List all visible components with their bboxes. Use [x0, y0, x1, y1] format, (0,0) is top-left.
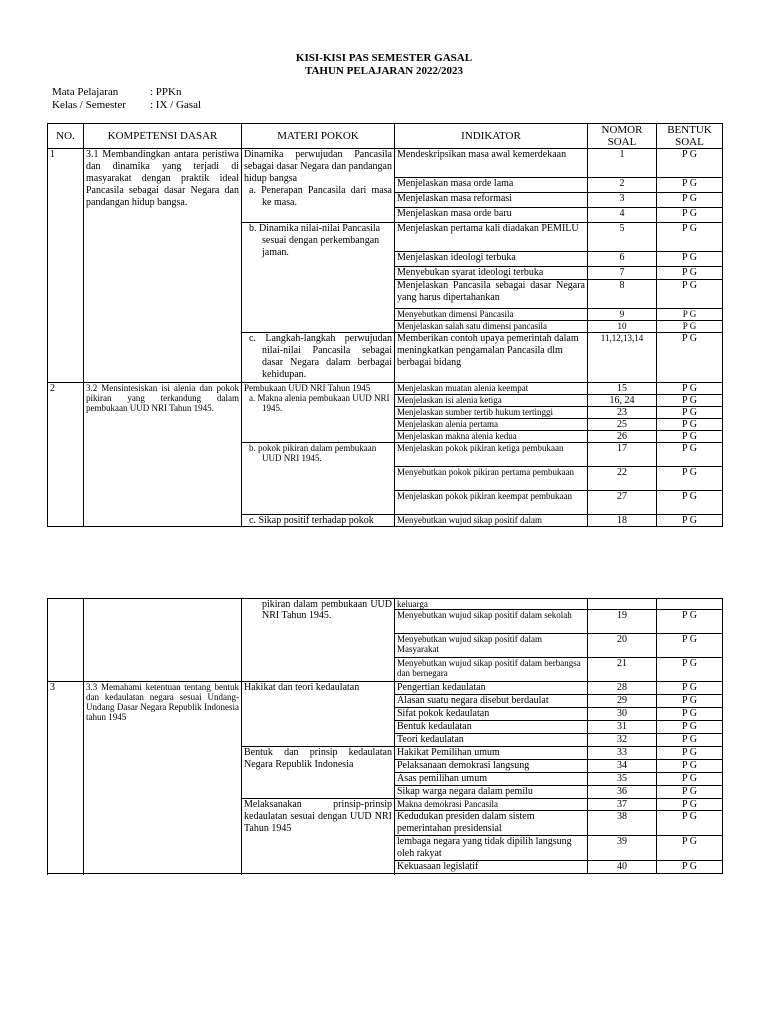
bentuk-soal-cell: P G [657, 193, 723, 208]
bentuk-soal-cell: P G [657, 721, 723, 734]
nomor-soal-cell: 34 [588, 760, 657, 773]
bentuk-soal-cell: P G [657, 267, 723, 280]
bentuk-soal-cell: P G [657, 431, 723, 443]
indikator-cell: Menjelaskan pokok pikiran keempat pembukaan [395, 491, 588, 515]
table-header-row [48, 124, 723, 149]
materi-text: Pembukaan UUD NRI Tahun 1945 [244, 383, 371, 393]
row-materi-pokok [242, 223, 395, 333]
materi-text: c. Langkah-langkah perwujudan nilai-nilai Pancasila sebagai dasar Negara dalam berbagai kehidupan. [249, 333, 392, 380]
bentuk-soal-cell: P G [657, 467, 723, 491]
nomor-soal-cell: 22 [588, 467, 657, 491]
bentuk-soal-cell: P G [657, 333, 723, 383]
indikator-cell: Pengertian kedaulatan [395, 682, 588, 695]
nomor-soal-cell: 7 [588, 267, 657, 280]
nomor-soal-cell: 25 [588, 419, 657, 431]
nomor-soal-cell: 1 [588, 149, 657, 178]
bentuk-soal-cell [657, 599, 723, 610]
nomor-soal-cell: 9 [588, 309, 657, 321]
indikator-cell: Menjelaskan pertama kali diadakan PEMILU [395, 223, 588, 252]
row-kompetensi-dasar: 3.1 Membandingkan antara peristiwa dan dinamika yang terjadi di masyarakat dengan praktik ideal Pancasila sebagai dasar Negara dan pandangan hidup bangsa. [84, 149, 242, 383]
nomor-soal-cell: 18 [588, 515, 657, 527]
row-materi-pokok [242, 599, 395, 682]
nomor-soal-cell: 4 [588, 208, 657, 223]
nomor-soal-cell: 33 [588, 747, 657, 760]
nomor-soal-cell: 3 [588, 193, 657, 208]
nomor-soal-cell: 5 [588, 223, 657, 252]
bentuk-soal-cell: P G [657, 419, 723, 431]
header-indikator: INDIKATOR [395, 124, 588, 149]
row-materi-pokok: Bentuk dan prinsip kedaulatan Negara Republik Indonesia [242, 747, 395, 799]
nomor-soal-cell: 2 [588, 178, 657, 193]
bentuk-soal-cell: P G [657, 223, 723, 252]
row-materi-pokok [242, 383, 395, 443]
nomor-soal-cell: 17 [588, 443, 657, 467]
bentuk-soal-cell: P G [657, 786, 723, 799]
nomor-soal-cell: 8 [588, 280, 657, 309]
bentuk-soal-cell: P G [657, 443, 723, 467]
nomor-soal-cell: 38 [588, 811, 657, 836]
meta-subject-label: Mata Pelajaran [52, 86, 119, 98]
table-row [48, 599, 723, 610]
row-materi-pokok [242, 515, 395, 527]
kisi-table-part2 [47, 598, 723, 874]
nomor-soal-cell: 39 [588, 836, 657, 861]
table-row [48, 149, 723, 178]
header-no: NO. [48, 124, 84, 149]
indikator-cell: Menjelaskan Pancasila sebagai dasar Negara yang harus dipertahankan [395, 280, 588, 309]
bentuk-soal-cell: P G [657, 695, 723, 708]
indikator-cell: Sifat pokok kedaulatan [395, 708, 588, 721]
row-materi-pokok [242, 333, 395, 383]
nomor-soal-cell: 16, 24 [588, 395, 657, 407]
nomor-soal-cell: 29 [588, 695, 657, 708]
bentuk-soal-cell: P G [657, 407, 723, 419]
indikator-cell: Makna demokrasi Pancasila [395, 799, 588, 811]
materi-text: pikiran dalam pembukaan UUD NRI Tahun 1945. [262, 599, 392, 621]
header-bentuk-soal: BENTUK SOAL [657, 124, 723, 149]
row-kompetensi-dasar: 3.3 Memahami ketentuan tentang bentuk dan kedaulatan negara sesuai Undang-Undang Dasar Negara Republik Indonesia tahun 1945 [84, 682, 242, 874]
indikator-cell: Menyebutkan pokok pikiran pertama pembukaan [395, 467, 588, 491]
indikator-cell: Asas pemilihan umum [395, 773, 588, 786]
nomor-soal-cell: 40 [588, 861, 657, 874]
materi-text: c. Sikap positif terhadap pokok [249, 515, 374, 526]
indikator-cell: Menjelaskan masa orde lama [395, 178, 588, 193]
indikator-cell: Kedudukan presiden dalam sistem pemerintahan presidensial [395, 811, 588, 836]
materi-text: b. pokok pikiran dalam pembukaan UUD NRI 1945. [249, 443, 377, 463]
bentuk-soal-cell: P G [657, 252, 723, 267]
bentuk-soal-cell: P G [657, 280, 723, 309]
bentuk-soal-cell: P G [657, 309, 723, 321]
bentuk-soal-cell: P G [657, 208, 723, 223]
nomor-soal-cell: 6 [588, 252, 657, 267]
nomor-soal-cell: 36 [588, 786, 657, 799]
indikator-cell: Menyebutkan wujud sikap positif dalam [395, 515, 588, 527]
bentuk-soal-cell: P G [657, 178, 723, 193]
bentuk-soal-cell: P G [657, 321, 723, 333]
bentuk-soal-cell: P G [657, 708, 723, 721]
indikator-cell: Pelaksanaan demokrasi langsung [395, 760, 588, 773]
meta-class [52, 99, 201, 112]
row-materi-pokok: Hakikat dan teori kedaulatan [242, 682, 395, 747]
meta-subject-value: : PPKn [150, 86, 182, 98]
indikator-cell: Menjelaskan masa orde baru [395, 208, 588, 223]
header-nomor-soal: NOMOR SOAL [588, 124, 657, 149]
nomor-soal-cell: 23 [588, 407, 657, 419]
bentuk-soal-cell: P G [657, 861, 723, 874]
bentuk-soal-cell: P G [657, 610, 723, 634]
bentuk-soal-cell: P G [657, 760, 723, 773]
nomor-soal-cell: 10 [588, 321, 657, 333]
row-no [48, 599, 84, 682]
row-kompetensi-dasar [84, 599, 242, 682]
indikator-cell: Menjelaskan isi alenia ketiga [395, 395, 588, 407]
meta-class-label: Kelas / Semester [52, 99, 126, 111]
bentuk-soal-cell: P G [657, 682, 723, 695]
nomor-soal-cell: 35 [588, 773, 657, 786]
indikator-cell: Menjelaskan muatan alenia keempat [395, 383, 588, 395]
header-kompetensi-dasar: KOMPETENSI DASAR [84, 124, 242, 149]
materi-text: a. Penerapan Pancasila dari masa ke masa. [249, 185, 392, 208]
bentuk-soal-cell: P G [657, 747, 723, 760]
indikator-cell: Sikap warga negara dalam pemilu [395, 786, 588, 799]
indikator-cell: Menjelaskan ideologi terbuka [395, 252, 588, 267]
nomor-soal-cell: 37 [588, 799, 657, 811]
indikator-cell: Memberikan contoh upaya pemerintah dalam meningkatkan pengamalan Pancasila dlm berbagai bidang [395, 333, 588, 383]
indikator-cell: keluarga [395, 599, 588, 610]
materi-text: b. Dinamika nilai-nilai Pancasila sesuai dengan perkembangan jaman. [249, 223, 381, 258]
table-row [48, 383, 723, 395]
nomor-soal-cell [588, 599, 657, 610]
indikator-cell: Teori kedaulatan [395, 734, 588, 747]
bentuk-soal-cell: P G [657, 383, 723, 395]
materi-text: Dinamika perwujudan Pancasila sebagai dasar Negara dan pandangan hidup bangsa [244, 149, 392, 184]
header-materi-pokok: MATERI POKOK [242, 124, 395, 149]
nomor-soal-cell: 21 [588, 658, 657, 682]
row-no: 3 [48, 682, 84, 874]
document-title: KISI-KISI PAS SEMESTER GASAL [295, 52, 473, 64]
indikator-cell: lembaga negara yang tidak dipilih langsung oleh rakyat [395, 836, 588, 861]
indikator-cell: Mendeskripsikan masa awal kemerdekaan [395, 149, 588, 178]
nomor-soal-cell: 31 [588, 721, 657, 734]
indikator-cell: Menjelaskan pokok pikiran ketiga pembukaan [395, 443, 588, 467]
meta-class-value: : IX / Gasal [150, 99, 202, 111]
indikator-cell: Menjelaskan masa reformasi [395, 193, 588, 208]
table-row [48, 682, 723, 695]
row-materi-pokok [242, 443, 395, 515]
bentuk-soal-cell: P G [657, 811, 723, 836]
row-kompetensi-dasar: 3.2 Mensintesiskan isi alenia dan pokok pikiran yang terkandung dalam pembukaan UUD NRI Tahun 1945. [84, 383, 242, 527]
indikator-cell: Menjelaskan sumber tertib hukum tertinggi [395, 407, 588, 419]
document-subtitle: TAHUN PELAJARAN 2022/2023 [304, 65, 464, 77]
nomor-soal-cell: 20 [588, 634, 657, 658]
indikator-cell: Menyebutkan wujud sikap positif dalam sekolah [395, 610, 588, 634]
nomor-soal-cell: 30 [588, 708, 657, 721]
indikator-cell: Bentuk kedaulatan [395, 721, 588, 734]
nomor-soal-cell: 26 [588, 431, 657, 443]
nomor-soal-cell: 15 [588, 383, 657, 395]
bentuk-soal-cell: P G [657, 799, 723, 811]
bentuk-soal-cell: P G [657, 773, 723, 786]
bentuk-soal-cell: P G [657, 149, 723, 178]
indikator-cell: Menyebutkan wujud sikap positif dalam Masyarakat [395, 634, 588, 658]
row-no: 1 [48, 149, 84, 383]
meta-subject [52, 86, 182, 99]
indikator-cell: Menjelaskan alenia pertama [395, 419, 588, 431]
row-materi-pokok [242, 149, 395, 223]
nomor-soal-cell: 28 [588, 682, 657, 695]
indikator-cell: Kekuasaan legislatif [395, 861, 588, 874]
indikator-cell: Hakikat Pemilihan umum [395, 747, 588, 760]
bentuk-soal-cell: P G [657, 658, 723, 682]
bentuk-soal-cell: P G [657, 836, 723, 861]
bentuk-soal-cell: P G [657, 515, 723, 527]
row-no: 2 [48, 383, 84, 527]
nomor-soal-cell: 32 [588, 734, 657, 747]
indikator-cell: Menjelaskan makna alenia kedua [395, 431, 588, 443]
indikator-cell: Menyebukan syarat ideologi terbuka [395, 267, 588, 280]
nomor-soal-cell: 19 [588, 610, 657, 634]
nomor-soal-cell: 11,12,13,14 [588, 333, 657, 383]
nomor-soal-cell: 27 [588, 491, 657, 515]
indikator-cell: Menjelaskan salah satu dimensi pancasila [395, 321, 588, 333]
bentuk-soal-cell: P G [657, 491, 723, 515]
materi-text: a. Makna alenia pembukaan UUD NRI 1945. [249, 393, 390, 413]
bentuk-soal-cell: P G [657, 395, 723, 407]
bentuk-soal-cell: P G [657, 734, 723, 747]
kisi-table-part1 [47, 123, 723, 527]
indikator-cell: Menyebutkan dimensi Pancasila [395, 309, 588, 321]
indikator-cell: Alasan suatu negara disebut berdaulat [395, 695, 588, 708]
bentuk-soal-cell: P G [657, 634, 723, 658]
indikator-cell: Menyebutkan wujud sikap positif dalam berbangsa dan bernegara [395, 658, 588, 682]
row-materi-pokok: Melaksanakan prinsip-prinsip kedaulatan sesuai dengan UUD NRI Tahun 1945 [242, 799, 395, 874]
